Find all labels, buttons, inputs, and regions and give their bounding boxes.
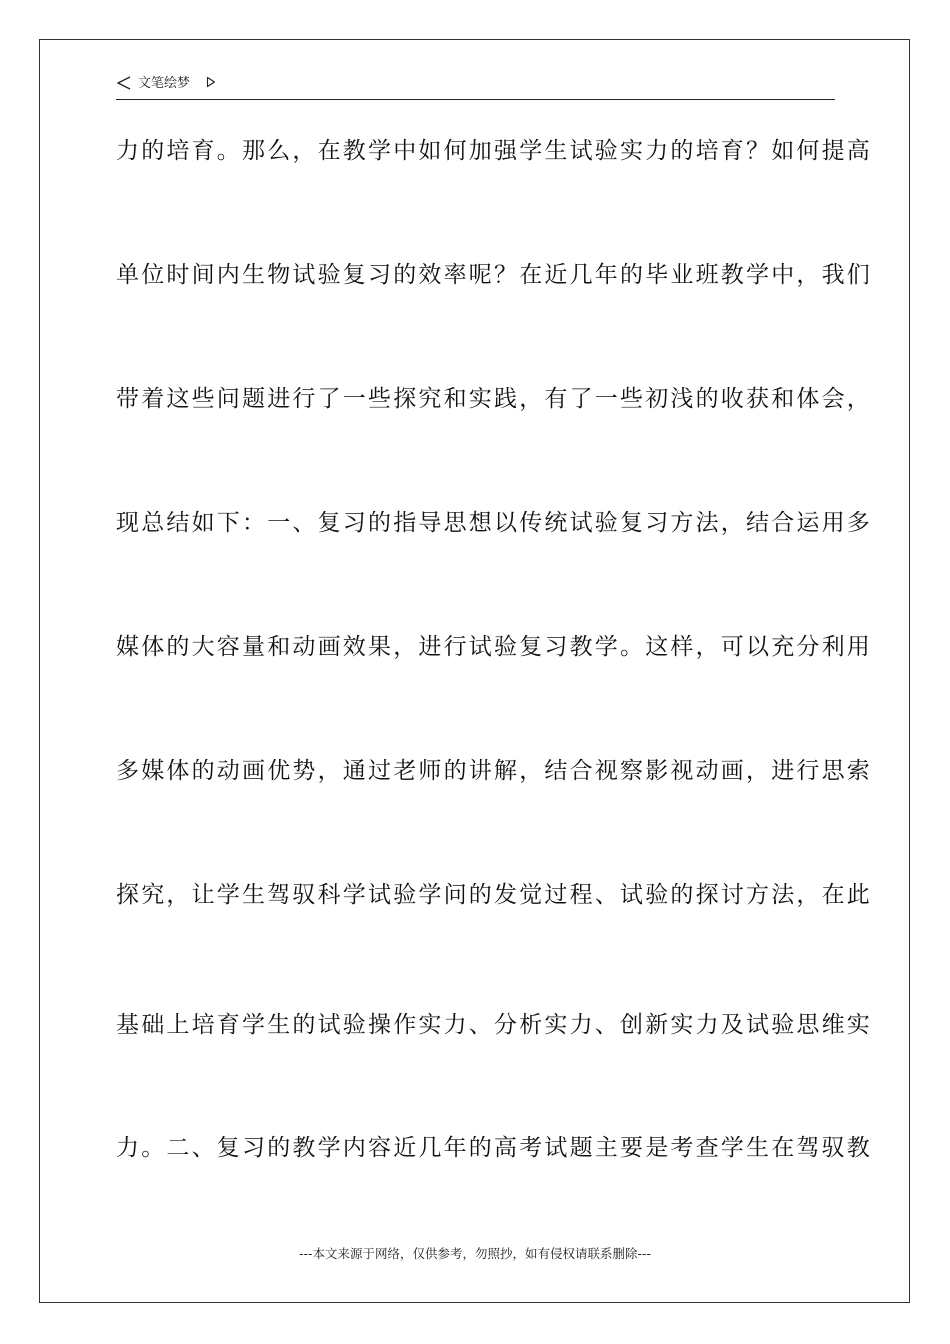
body-line: 力。二、复习的教学内容近几年的高考试题主要是考查学生在驾驭教	[116, 1135, 872, 1161]
page-header	[116, 73, 835, 100]
body-line: 带着这些问题进行了一些探究和实践，有了一些初浅的收获和体会，	[116, 386, 872, 412]
body-line: 基础上培育学生的试验操作实力、分析实力、创新实力及试验思维实	[116, 1012, 872, 1038]
triangle-left-icon	[116, 75, 132, 91]
body-line: 现总结如下：一、复习的指导思想以传统试验复习方法，结合运用多	[116, 510, 872, 536]
footer-disclaimer: ---本文来源于网络，仅供参考，勿照抄，如有侵权请联系删除---	[298, 1246, 652, 1261]
triangle-right-icon	[206, 76, 216, 88]
body-line: 多媒体的动画优势，通过老师的讲解，结合视察影视动画，进行思索	[116, 758, 872, 784]
header-brand: 文笔绘梦	[138, 76, 191, 91]
body-line: 单位时间内生物试验复习的效率呢？在近几年的毕业班教学中，我们	[116, 262, 872, 288]
body-line: 媒体的大容量和动画效果，进行试验复习教学。这样，可以充分利用	[116, 634, 872, 660]
body-line: 探究，让学生驾驭科学试验学问的发觉过程、试验的探讨方法，在此	[116, 882, 872, 908]
body-line: 力的培育。那么，在教学中如何加强学生试验实力的培育？如何提高	[116, 138, 872, 164]
page-border	[39, 39, 910, 1303]
